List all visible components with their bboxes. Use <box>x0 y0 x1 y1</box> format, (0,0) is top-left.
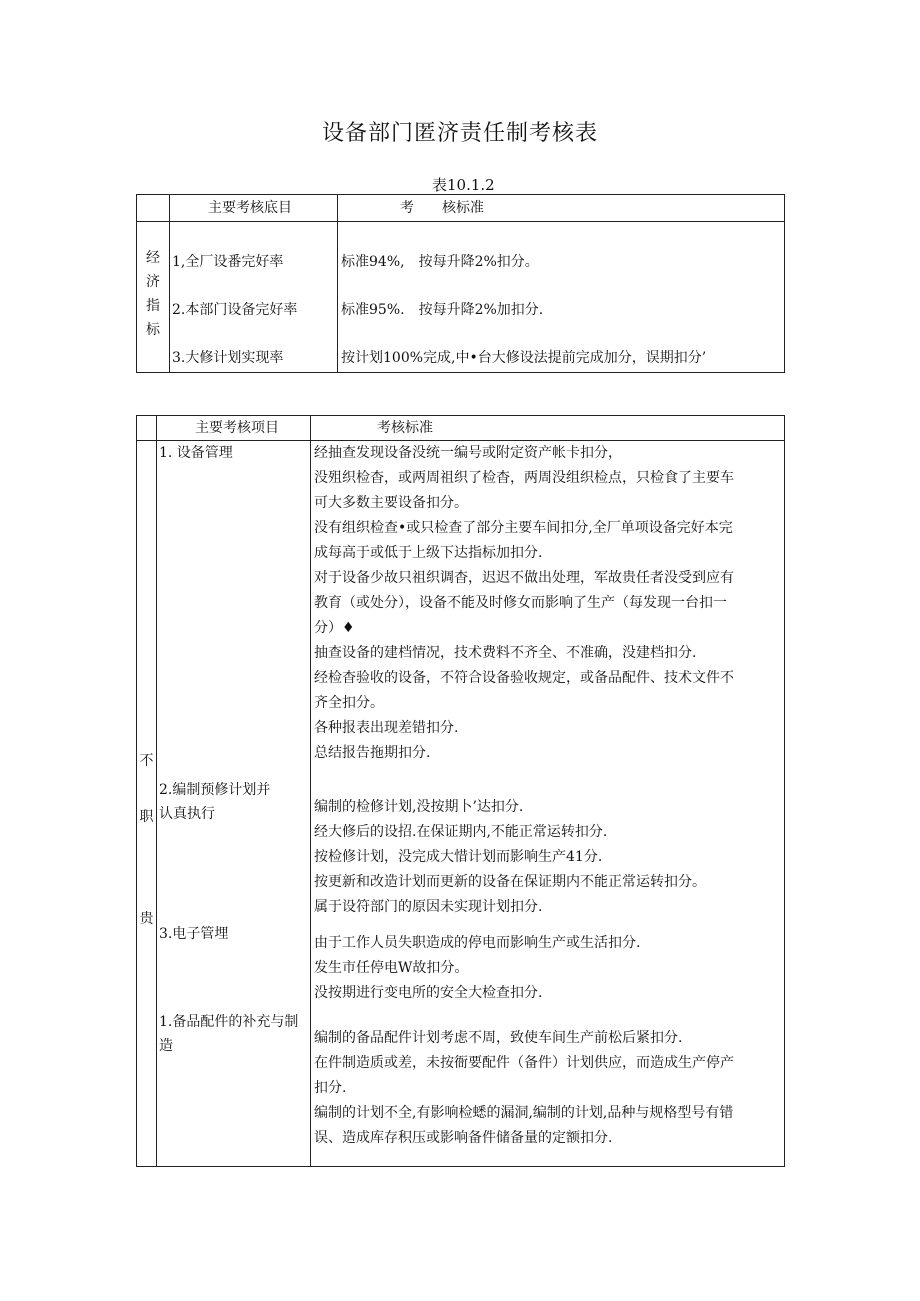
standard-line: 在件制造质或差，未按衙要配件（备件）计划供应，而造成生产停产 <box>314 1055 734 1071</box>
table-body-row <box>137 441 785 1167</box>
item-column <box>157 441 311 1167</box>
page-title: 设备部门匿济责任制考核表 <box>321 121 598 146</box>
section-item <box>159 778 310 922</box>
economic-indicator-table <box>136 194 785 373</box>
table-body-row <box>137 222 785 373</box>
header-blank-cell <box>137 195 170 222</box>
category-char: 不 <box>139 753 154 769</box>
standard-line: 编制的备品配件计划考虑不周，致使车间生产前松后紧扣分. <box>314 1030 683 1046</box>
header-standard: 考核标准 <box>311 416 785 441</box>
standard-line: 没殂织检杳，或两周祖织了检杳，两周没组织检点，只检食了主要车 <box>314 470 734 486</box>
standard-line: 齐全扣分。 <box>314 695 384 711</box>
standard-line: 各种报表出现差错扣分. <box>314 720 459 736</box>
standard-line: 编制的检修计划,没按期卜’达扣分. <box>314 799 524 815</box>
standard-line: 按检修计划，没完成大惜计划而影响生产41分. <box>314 849 603 865</box>
standard-line: 由于工作人员失职造成的停电而影响生产或生活扣分. <box>314 935 641 951</box>
item-text: 3.大修计划实现率 <box>172 350 284 366</box>
category-char: 经 <box>146 250 160 266</box>
standard-text: 标准95%. 按每升降2%加扣分. <box>341 302 544 318</box>
item-text: 认真执行 <box>159 806 215 822</box>
standard-line: 分）♦ <box>314 620 355 636</box>
section-standard <box>314 1026 780 1151</box>
item-text: 3.电子管埋 <box>159 926 229 942</box>
header-item: 主要考核底目 <box>170 195 338 222</box>
standard-line: 属于设符部门的原因未实现计划扣分. <box>314 899 543 915</box>
item-text: 1. 设备管理 <box>159 445 233 461</box>
standard-line: 没按期进行变电所的安全大检查扣分. <box>314 985 543 1001</box>
standard-line: 经抽查发现设备没统一编号或附定资产帐卡扣分， <box>314 445 622 461</box>
section-item <box>159 1010 310 1058</box>
standard-line: 抽查设备的建档情况，技术费料不齐全、不准确，没建档扣分. <box>314 645 697 661</box>
category-cell <box>137 222 170 373</box>
standard-line: 教育（或处分），设备不能及时修女而影响了生产（每发现一台扣一 <box>314 595 727 611</box>
item-text: 造 <box>159 1038 173 1054</box>
category-cell <box>137 441 157 1167</box>
table-header-row <box>137 195 785 222</box>
standard-line: 扣分. <box>314 1080 347 1096</box>
standard-line: 编制的计划不全,有影响检蟋的漏洞,编制的计划,品种与规格型号有错 <box>314 1105 734 1121</box>
standard-line: 误、造成库存积压或影响备件储备量的定额扣分. <box>314 1130 613 1146</box>
header-blank-cell <box>137 416 157 441</box>
category-char: 标 <box>146 322 160 338</box>
standard-text: 标准94%, 按每升降2%扣分。 <box>341 254 539 270</box>
standard-line: 总结报告拖期扣分. <box>314 745 431 761</box>
standard-text: 按计划100%完成,中•台大修设法提前完成加分，误期扣分’ <box>341 350 707 366</box>
section-standard <box>314 441 780 795</box>
category-char: 贵 <box>139 911 154 927</box>
table-header-row <box>137 416 785 441</box>
category-char: 济 <box>146 274 160 290</box>
item-column <box>170 222 338 373</box>
category-char: 指 <box>146 298 160 314</box>
standard-line: 按更新和改造计划而更新的设备在保证期内不能正常运转扣分。 <box>314 874 706 890</box>
duty-assessment-table <box>136 415 785 1167</box>
standard-line: 没有组织检查•或只检查了部分主要车间扣分,全厂单项设备完好本完 <box>314 520 733 536</box>
section-item <box>159 441 310 778</box>
item-text: 2.本部门设备完好率 <box>172 302 298 318</box>
item-text: 1.备品配件的补充与制 <box>159 1014 299 1030</box>
standard-column <box>338 222 785 373</box>
standard-line: 对于设备少故只祖织调杳，迟迟不做出处理，军故贵任者没受到应有 <box>314 570 734 586</box>
standard-line: 可大多数主要设备扣分。 <box>314 495 468 511</box>
header-item: 主要考核项目 <box>157 416 311 441</box>
header-standard: 考 核标准 <box>338 195 785 222</box>
category-char: 职 <box>139 809 154 825</box>
section-standard <box>314 795 780 931</box>
standard-line: 经大修后的设招.在保证期内,不能正常运转扣分. <box>314 824 608 840</box>
item-text: 1,全厂设番完好率 <box>172 254 284 270</box>
section-standard <box>314 931 780 1026</box>
standard-line: 经检杳验收的设备，不符合设备验收规定，或备品配件、技术文件不 <box>314 670 734 686</box>
section-item <box>159 922 310 1010</box>
item-text: 2.编制预修计划并 <box>159 782 271 798</box>
standard-column <box>311 441 785 1167</box>
standard-line: 发生市任停电W故扣分。 <box>314 960 469 976</box>
table-number: 表10.1.2 <box>432 176 495 194</box>
standard-line: 成每高于或低于上级下达指标加扣分. <box>314 545 543 561</box>
